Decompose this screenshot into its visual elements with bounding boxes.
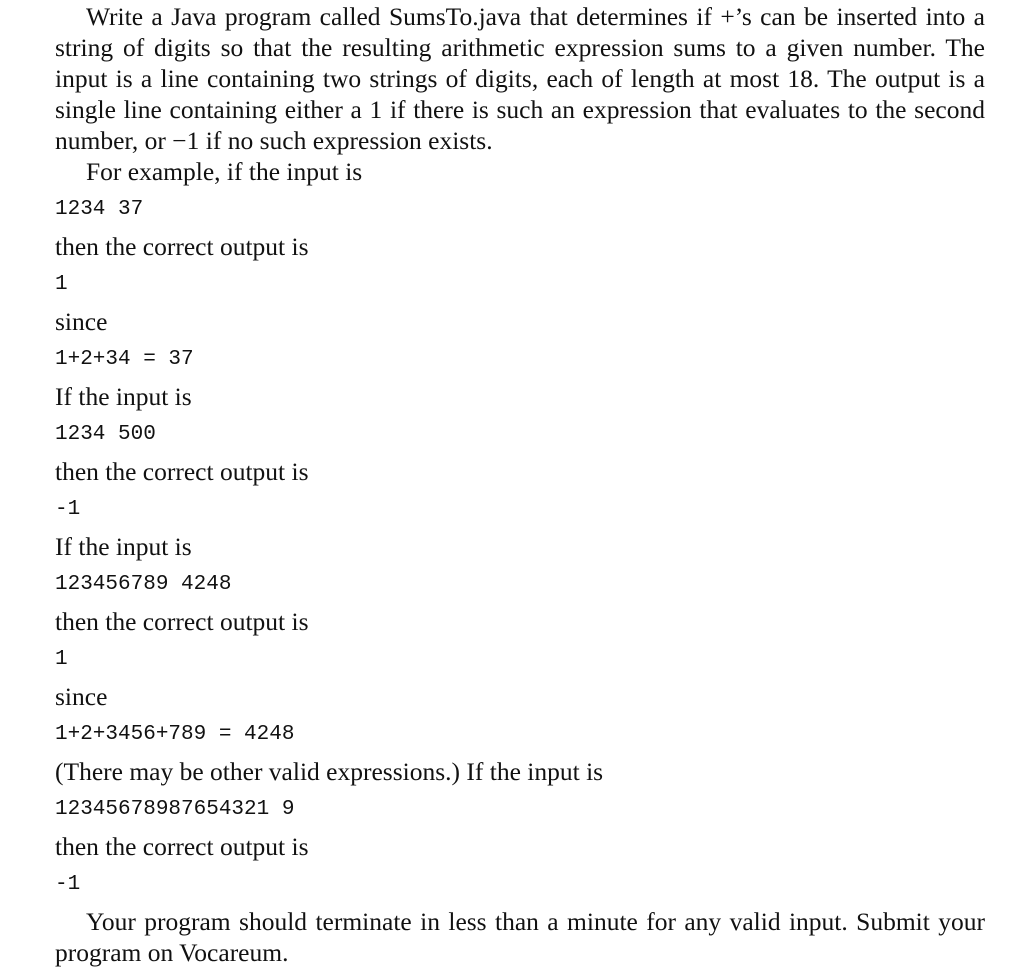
example4-then: then the correct output is bbox=[55, 832, 309, 861]
example1-output: 1 bbox=[55, 273, 68, 296]
example4-if: (There may be other valid expressions.) If the input is bbox=[55, 757, 604, 786]
example2-if: If the input is bbox=[55, 382, 192, 411]
intro-paragraph: Write a Java program called SumsTo.java that determines if +’s can be inserted into a string of digits so that the resulting arithmetic expression sums to a given number. The input is a line containing two strings of digits, each of length at most 18. The output is a single line containing either a 1 if there is such an expression that evaluates to the second number, or −1 if no such expression exists. bbox=[55, 2, 985, 155]
example4-input: 12345678987654321 9 bbox=[55, 798, 295, 821]
example3-then: then the correct output is bbox=[55, 607, 309, 636]
example3-output: 1 bbox=[55, 648, 68, 671]
example1-then: then the correct output is bbox=[55, 232, 309, 261]
example3-input: 123456789 4248 bbox=[55, 573, 232, 596]
example3-if: If the input is bbox=[55, 532, 192, 561]
example3-since: since bbox=[55, 682, 108, 711]
example2-input: 1234 500 bbox=[55, 423, 156, 446]
example1-since: since bbox=[55, 307, 108, 336]
example1-input: 1234 37 bbox=[55, 198, 144, 221]
closing-paragraph: Your program should terminate in less than a minute for any valid input. Submit your program on Vocareum. bbox=[55, 907, 985, 967]
example4-output: -1 bbox=[55, 873, 81, 896]
example1-expression: 1+2+34 = 37 bbox=[55, 348, 194, 371]
example3-expression: 1+2+3456+789 = 4248 bbox=[55, 723, 295, 746]
example2-output: -1 bbox=[55, 498, 81, 521]
example2-then: then the correct output is bbox=[55, 457, 309, 486]
example-intro: For example, if the input is bbox=[86, 157, 363, 186]
